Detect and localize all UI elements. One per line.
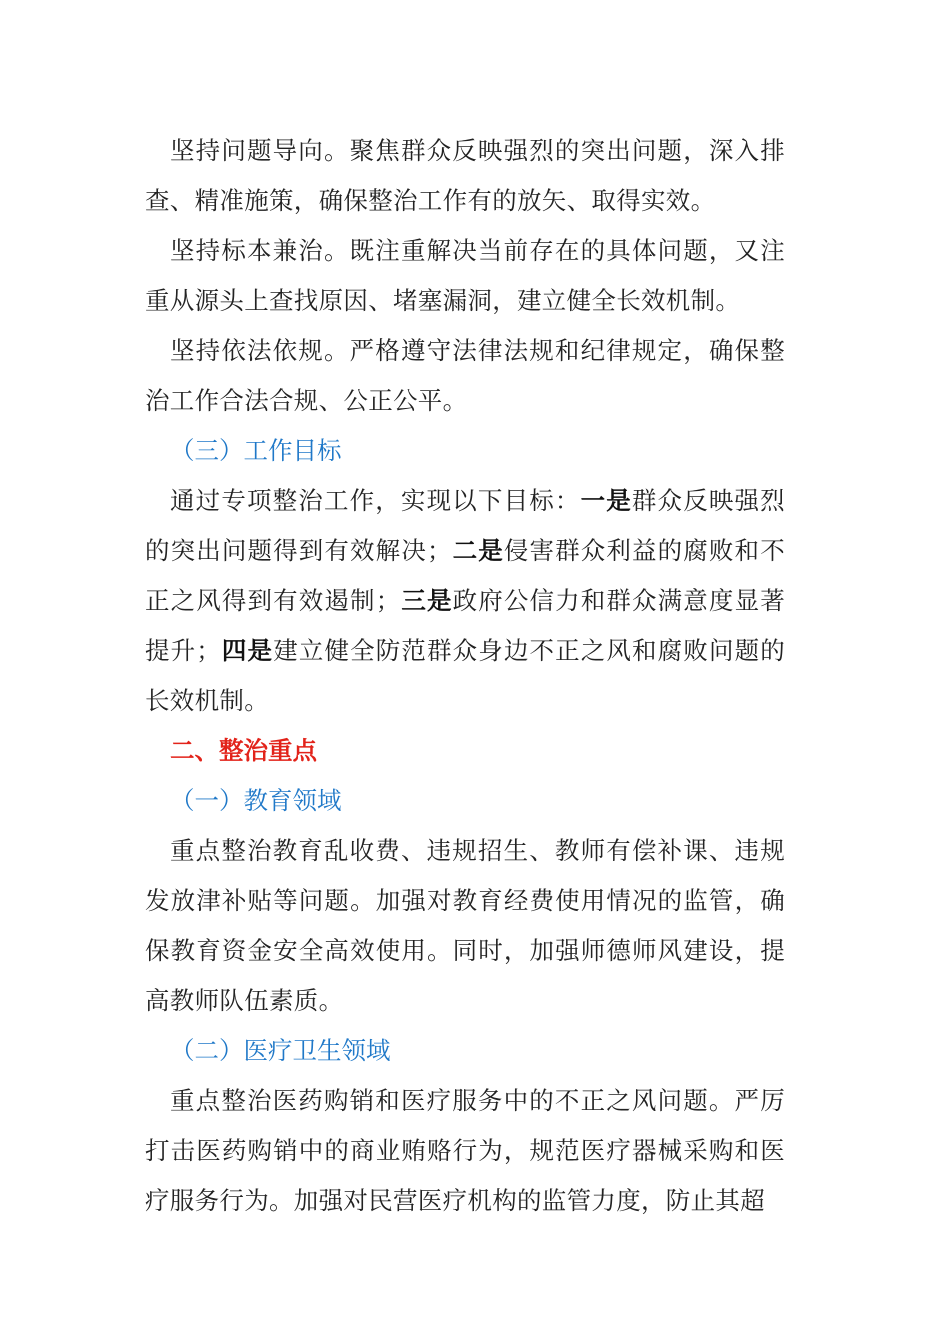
heading-work-goals: （三）工作目标 (170, 436, 342, 465)
heading-section-two: 二、整治重点 (170, 736, 317, 765)
goal-text-1: 群众反映强烈的突出问题得到有效解决； (145, 486, 785, 565)
goal-keyword-4: 四是 (221, 636, 274, 665)
goal-text-3: 政府公信力和群众满意度显著提升； (145, 586, 786, 665)
goal-keyword-3: 三是 (400, 586, 453, 615)
paragraph-problem-oriented: 坚持问题导向。聚焦群众反映强烈的突出问题，深入排查、精准施策，确保整治工作有的放矢、取得实效。 (145, 136, 785, 215)
document-body (145, 126, 785, 1226)
paragraph-work-goals (145, 476, 785, 726)
goal-text-2: 侵害群众利益的腐败和不正之风得到有效遏制； (145, 536, 785, 615)
paragraph-medical: 重点整治医药购销和医疗服务中的不正之风问题。严厉打击医药购销中的商业贿赂行为，规范医疗器械采购和医疗服务行为。加强对民营医疗机构的监管力度，防止其超 (145, 1086, 785, 1215)
goal-keyword-2: 二是 (451, 536, 504, 565)
goal-text-4: 建立健全防范群众身边不正之风和腐败问题的长效机制。 (145, 636, 786, 715)
paragraph-rule-of-law: 坚持依法依规。严格遵守法律法规和纪律规定，确保整治工作合法合规、公正公平。 (145, 336, 785, 415)
heading-education: （一）教育领域 (170, 786, 342, 815)
heading-medical: （二）医疗卫生领域 (170, 1036, 391, 1065)
paragraph-root-and-symptom: 坚持标本兼治。既注重解决当前存在的具体问题，又注重从源头上查找原因、堵塞漏洞，建立健全长效机制。 (145, 236, 785, 315)
goals-intro: 通过专项整治工作，实现以下目标： (170, 486, 581, 515)
paragraph-education: 重点整治教育乱收费、违规招生、教师有偿补课、违规发放津补贴等问题。加强对教育经费使用情况的监管，确保教育资金安全高效使用。同时，加强师德师风建设，提高教师队伍素质。 (145, 836, 785, 1015)
goal-keyword-1: 一是 (580, 486, 632, 515)
